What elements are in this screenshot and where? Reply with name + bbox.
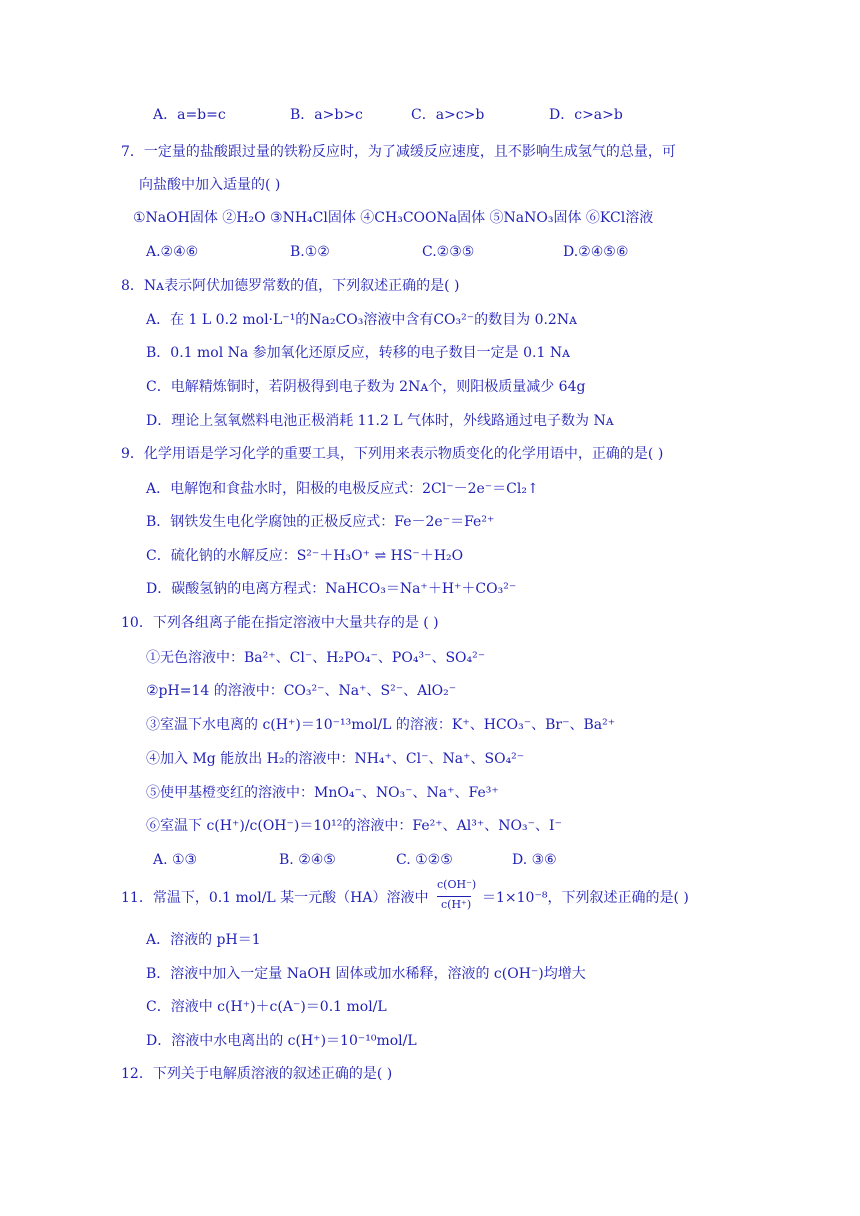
q9-option-c: C．硫化钠的水解反应：S²⁻＋H₃O⁺ ⇌ HS⁻＋H₂O xyxy=(146,548,464,564)
q6-option-c: C．a>c>b xyxy=(411,107,485,123)
q11-option-a: A．溶液的 pH＝1 xyxy=(146,932,261,948)
q10-item-1: ①无色溶液中：Ba²⁺、Cl⁻、H₂PO₄⁻、PO₄³⁻、SO₄²⁻ xyxy=(146,650,486,666)
q9-option-a: A．电解饱和食盐水时，阳极的电极反应式：2Cl⁻－2e⁻＝Cl₂↑ xyxy=(146,481,539,497)
fraction-bar xyxy=(437,896,471,897)
q11-option-b: B．溶液中加入一定量 NaOH 固体或加水稀释，溶液的 c(OH⁻)均增大 xyxy=(146,966,586,982)
q11-stem-prefix: 11．常温下，0.1 mol/L 某一元酸（HA）溶液中 xyxy=(121,890,429,906)
q6-option-a: A．a=b=c xyxy=(153,107,226,123)
q8-option-a: A．在 1 L 0.2 mol·L⁻¹的Na₂CO₃溶液中含有CO₃²⁻的数目为 0.2Nᴀ xyxy=(146,312,577,328)
q8-stem: 8．Nᴀ表示阿伏加德罗常数的值，下列叙述正确的是( ) xyxy=(121,278,460,294)
q7-stem-line2: 向盐酸中加入适量的( ) xyxy=(139,177,281,193)
q11-fraction-denominator: c(H⁺) xyxy=(441,898,472,911)
q7-option-d: D.②④⑤⑥ xyxy=(563,244,629,260)
q11-option-d: D．溶液中水电离出的 c(H⁺)＝10⁻¹⁰mol/L xyxy=(146,1033,417,1049)
q10-stem: 10．下列各组离子能在指定溶液中大量共存的是 ( ) xyxy=(121,615,439,631)
q6-option-d: D．c>a>b xyxy=(549,107,623,123)
q7-option-b: B.①② xyxy=(290,244,330,260)
q11-fraction xyxy=(437,878,477,918)
q7-option-c: C.②③⑤ xyxy=(422,244,475,260)
q7-stem-line1: 7．一定量的盐酸跟过量的铁粉反应时，为了减缓反应速度，且不影响生成氢气的总量，可 xyxy=(121,144,676,160)
q10-item-5: ⑤使甲基橙变红的溶液中：MnO₄⁻、NO₃⁻、Na⁺、Fe³⁺ xyxy=(146,785,499,801)
q10-item-4: ④加入 Mg 能放出 H₂的溶液中：NH₄⁺、Cl⁻、Na⁺、SO₄²⁻ xyxy=(146,751,525,767)
q6-option-b: B．a>b>c xyxy=(290,107,363,123)
q10-item-2: ②pH=14 的溶液中：CO₃²⁻、Na⁺、S²⁻、AlO₂⁻ xyxy=(146,683,457,699)
q10-option-d: D. ③⑥ xyxy=(512,852,557,868)
q11-option-c: C．溶液中 c(H⁺)＋c(A⁻)＝0.1 mol/L xyxy=(146,999,387,1015)
q10-item-6: ⑥室温下 c(H⁺)/c(OH⁻)＝10¹²的溶液中：Fe²⁺、Al³⁺、NO₃⁻、I⁻ xyxy=(146,818,562,834)
q11-stem-suffix: ＝1×10⁻⁸，下列叙述正确的是( ) xyxy=(482,890,689,906)
q8-option-d: D．理论上氢氧燃料电池正极消耗 11.2 L 气体时，外线路通过电子数为 Nᴀ xyxy=(146,413,614,429)
q10-option-a: A. ①③ xyxy=(153,852,198,868)
q8-option-c: C．电解精炼铜时，若阴极得到电子数为 2Nᴀ个，则阳极质量减少 64g xyxy=(146,379,586,395)
q7-option-a: A.②④⑥ xyxy=(146,244,199,260)
q9-stem: 9．化学用语是学习化学的重要工具，下列用来表示物质变化的化学用语中，正确的是( ) xyxy=(121,446,664,462)
q9-option-d: D．碳酸氢钠的电离方程式：NaHCO₃＝Na⁺＋H⁺＋CO₃²⁻ xyxy=(146,581,517,597)
q10-item-3: ③室温下水电离的 c(H⁺)＝10⁻¹³mol/L 的溶液：K⁺、HCO₃⁻、Br⁻、Ba²⁺ xyxy=(146,717,616,733)
q12-stem: 12．下列关于电解质溶液的叙述正确的是( ) xyxy=(121,1066,393,1082)
q8-option-b: B．0.1 mol Na 参加氧化还原反应，转移的电子数目一定是 0.1 Nᴀ xyxy=(146,345,571,361)
q11-fraction-numerator: c(OH⁻) xyxy=(437,878,477,891)
q10-option-c: C. ①②⑤ xyxy=(396,852,453,868)
q7-items: ①NaOH固体 ②H₂O ③NH₄Cl固体 ④CH₃COONa固体 ⑤NaNO₃固体 ⑥KCl溶液 xyxy=(133,210,654,226)
q9-option-b: B．钢铁发生电化学腐蚀的正极反应式：Fe－2e⁻＝Fe²⁺ xyxy=(146,514,495,530)
q10-option-b: B. ②④⑤ xyxy=(279,852,336,868)
